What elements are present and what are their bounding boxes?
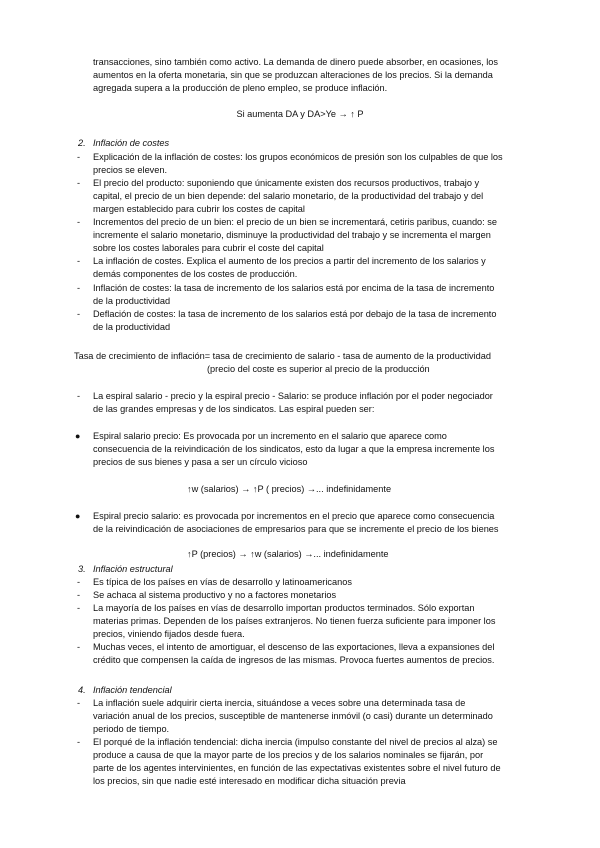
list-dash: -: [77, 603, 81, 613]
list-item-line: La inflación suele adquirir cierta inercia, situándose a veces sobre una determinada tasa de: [93, 698, 466, 708]
spiral-bullet-1-line-3: precios de sus bienes y pasa a ser un círculo vicioso: [93, 457, 308, 467]
list-item-line: Explicación de la inflación de costes: los grupos económicos de presión son los culpables de que los: [93, 152, 503, 162]
section-2-number: 2.: [78, 138, 86, 148]
list-item-line: Muchas veces, el intento de amortiguar, el descenso de las exportaciones, lleva a expansiones del: [93, 642, 495, 652]
formula-inflation-note: (precio del coste es superior al precio de la producción: [207, 364, 430, 374]
list-item-line: La mayoría de los países en vías de desarrollo importan productos terminados. Sólo exportan: [93, 603, 475, 613]
list-item-line: Se achaca al sistema productivo y no a factores monetarios: [93, 590, 337, 600]
list-dash: -: [77, 178, 81, 189]
list-item-line: produce a causa de que la mayor parte de los precios y de los salarios nominales se fijarán, por: [93, 750, 484, 760]
formula-inflation-rate: Tasa de crecimiento de inflación= tasa de crecimiento de salario - tasa de aumento de la productividad: [74, 351, 491, 361]
list-item-line: crédito que compensen la caída de ingresos de las mismas. Provoca fuertes aumentos de precios.: [93, 655, 495, 665]
list-item-line: La inflación de costes. Explica el aumento de los precios a partir del incremento de los salarios y: [93, 256, 486, 267]
list-dash: -: [77, 391, 81, 401]
list-dash: -: [77, 737, 81, 747]
list-dash: -: [77, 256, 81, 267]
section-4-title: Inflación tendencial: [93, 685, 172, 695]
section-2-title: Inflación de costes: [93, 138, 170, 148]
list-item-line: precios se eleven.: [93, 165, 168, 176]
list-item-line: capital, el precio de un bien depende: del salario monetario, de la productividad del trabajo y del: [93, 191, 484, 202]
list-item-line: variación anual de los precios, susceptible de mantenerse inmóvil (o casi) durante un determinado: [93, 711, 493, 721]
section-4-number: 4.: [78, 685, 86, 695]
list-item-line: sobre los costes laborales para cubrir el coste del capital: [93, 243, 324, 254]
spiral-bullet-2-line-2: de la reivindicación de asociaciones de empresarios para que se incremente el precio de los bienes: [93, 524, 499, 534]
bullet-icon: ●: [75, 511, 81, 521]
list-item-line: de la productividad: [93, 321, 171, 332]
spiral-intro-line-2: de las grandes empresas y de los sindicatos. Las espiral pueden ser:: [93, 404, 375, 414]
section-3-number: 3.: [78, 564, 86, 574]
intro-line-2: aumentos en la oferta monetaria, sin que se produzcan alteraciones de los precios. Si la demanda: [93, 70, 493, 80]
list-item-line: Deflación de costes: la tasa de incremento de los salarios está por debajo de la tasa de incremento: [93, 308, 497, 319]
intro-line-1: transacciones, sino también como activo. La demanda de dinero puede absorber, en ocasiones, los: [93, 57, 499, 67]
list-item-line: de la productividad: [93, 295, 171, 306]
spiral-intro-line-1: La espiral salario - precio y la espiral precio - Salario: se produce inflación por el poder negociador: [93, 391, 493, 401]
section-3-title: Inflación estructural: [93, 564, 173, 574]
list-item-line: parte de los agentes intervinientes, en función de las expectativas existentes sobre el nivel futuro de: [93, 763, 501, 773]
list-item-line: periodo de tiempo.: [93, 724, 170, 734]
intro-line-3: agregada supera a la producción de pleno empleo, se produce inflación.: [93, 83, 388, 93]
list-item-line: Inflación de costes: la tasa de incremento de los salarios está por encima de la tasa de incremento: [93, 282, 495, 293]
list-dash: -: [77, 577, 81, 587]
formula-demand: Si aumenta DA y DA>Ye → ↑ P: [236, 109, 364, 119]
list-dash: -: [77, 217, 81, 228]
list-item-line: margen establecido para cubrir los costes de capital: [93, 204, 305, 215]
list-item-line: demás componentes de los costes de producción.: [93, 269, 298, 280]
bullet-icon: ●: [75, 431, 81, 441]
formula-price-wage: ↑P (precios) → ↑w (salarios) →... indefinidamente: [187, 549, 389, 559]
list-item-line: El precio del producto: suponiendo que únicamente existen dos recursos productivos, trabajo y: [93, 178, 480, 189]
list-item-line: incremente el salario monetario, disminuye la productividad del trabajo y se incrementa el margen: [93, 230, 491, 241]
formula-wage-price: ↑w (salarios) → ↑P ( precios) →... indefinidamente: [187, 484, 392, 494]
list-item-line: Es típica de los países en vías de desarrollo y latinoamericanos: [93, 577, 352, 587]
list-dash: -: [77, 642, 81, 652]
list-dash: -: [77, 282, 81, 293]
spiral-bullet-1-line-1: Espiral salario precio: Es provocada por un incremento en el salario que aparece como: [93, 431, 447, 441]
list-dash: -: [77, 698, 81, 708]
list-item-line: precios, viniendo fijados desde fuera.: [93, 629, 245, 639]
list-dash: -: [77, 308, 81, 319]
spiral-bullet-1-line-2: consecuencia de la reivindicación de los sindicatos, esto da lugar a que la empresa incremente los: [93, 444, 495, 454]
list-item-line: El porqué de la inflación tendencial: dicha inercia (impulso constante del nivel de precios al alza) se: [93, 737, 498, 747]
list-dash: -: [77, 152, 81, 162]
list-item-line: los precios, sin que nadie esté interesado en modificar dicha situación previa: [93, 776, 406, 786]
list-item-line: materias primas. Dependen de los países extranjeros. No tienen fuerza suficiente para imponer los: [93, 616, 496, 626]
list-dash: -: [77, 590, 81, 600]
list-item-line: Incrementos del precio de un bien: el precio de un bien se incrementará, cetiris paribus, cuando: se: [93, 217, 497, 228]
spiral-bullet-2-line-1: Espiral precio salario: es provocada por incrementos en el precio que aparece como consecuencia: [93, 511, 495, 521]
